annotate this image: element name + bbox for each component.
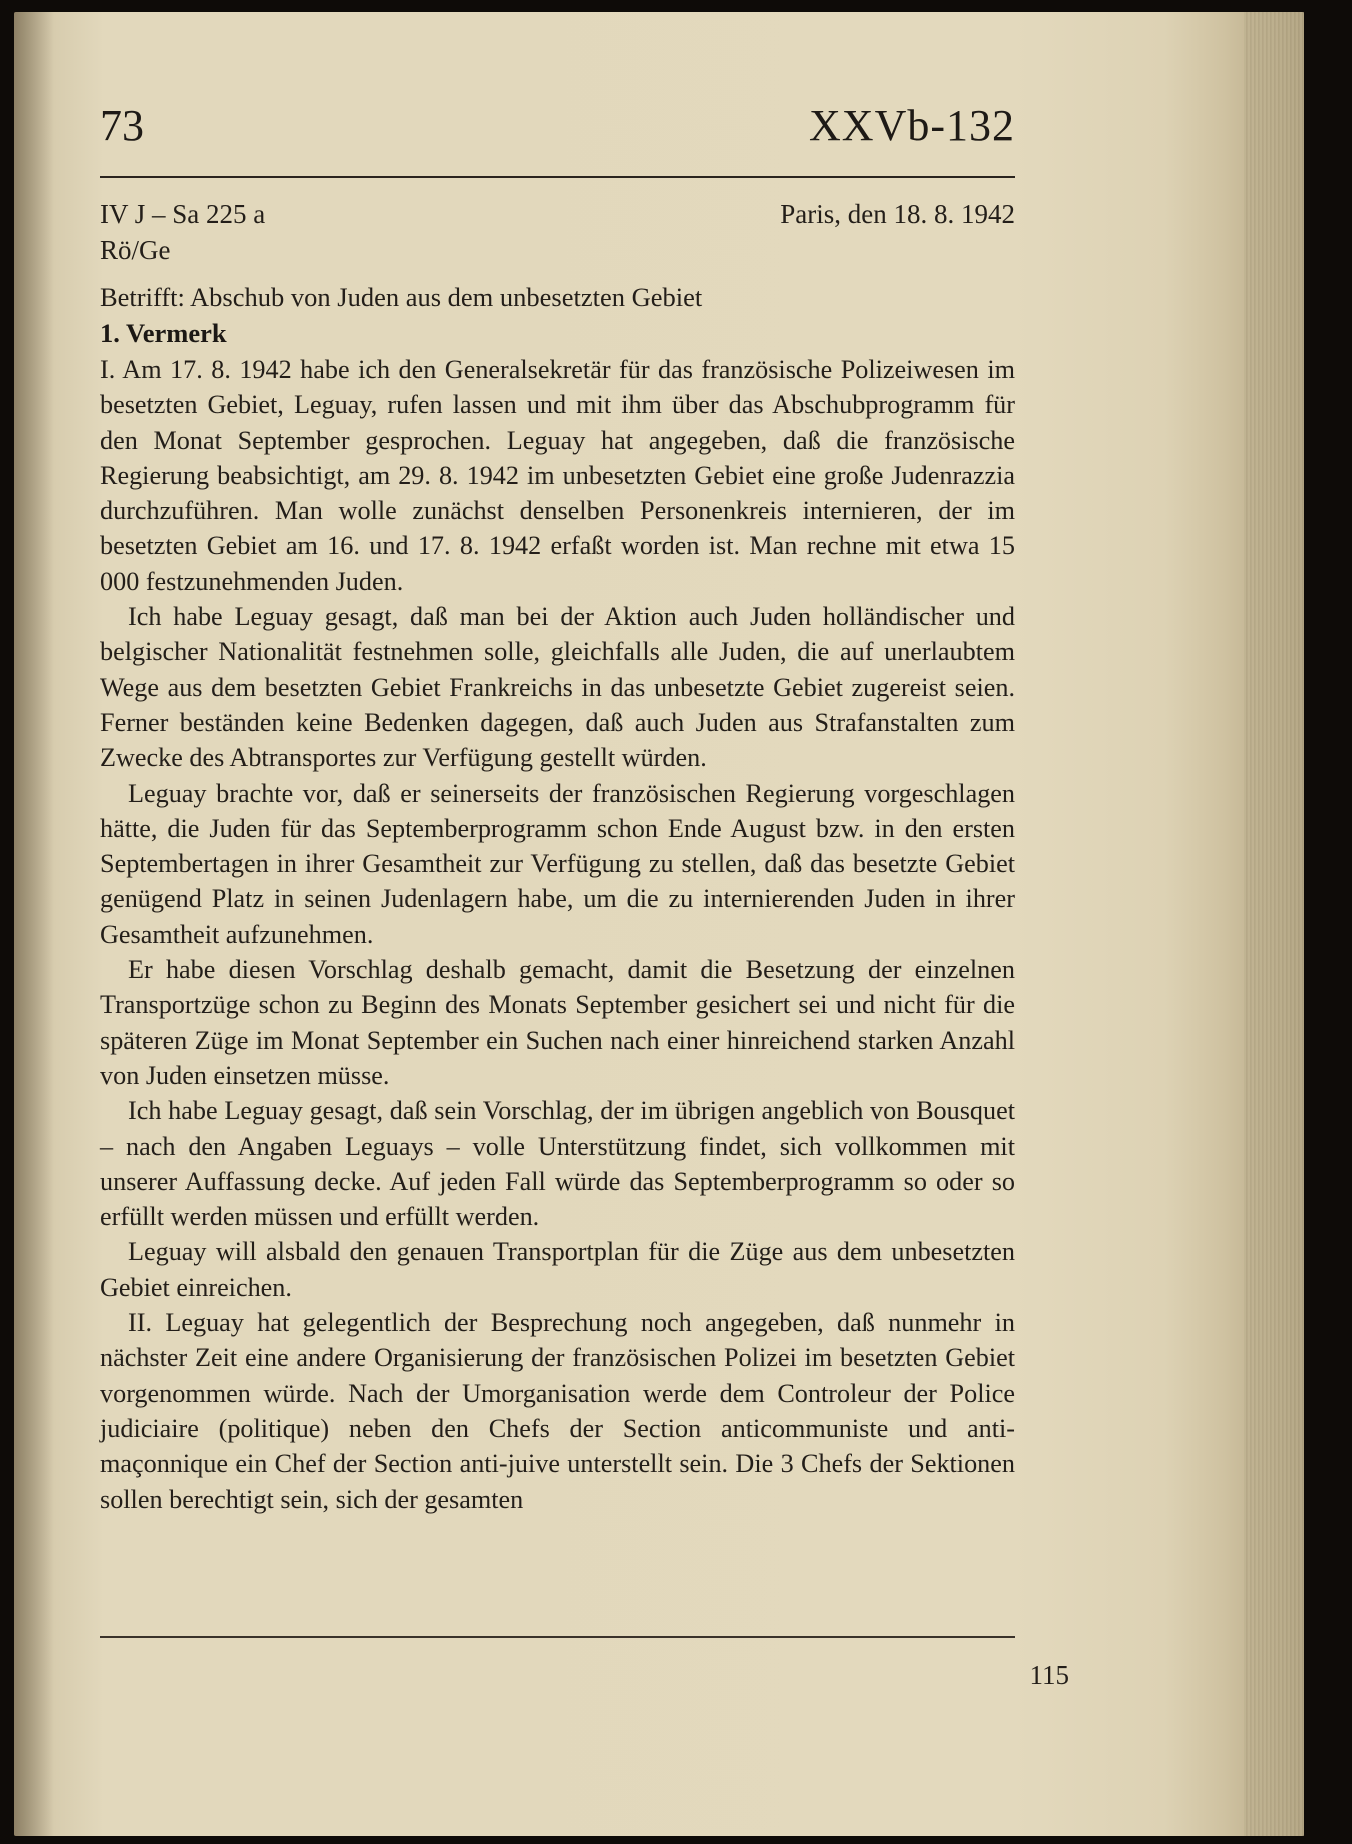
- paragraph: Leguay will alsbald den genauen Transportplan für die Züge aus dem unbesetzten Gebiet einreichen.: [100, 1237, 1015, 1302]
- subject-line: Betrifft: Abschub von Juden aus dem unbesetzten Gebiet: [100, 282, 703, 312]
- file-reference: IV J – Sa 225 a: [100, 199, 266, 229]
- document-number: 73: [100, 101, 144, 150]
- footer-rule: [100, 1636, 1015, 1638]
- gutter-shadow: [14, 12, 54, 1836]
- section-heading: 1. Vermerk: [100, 318, 227, 348]
- paragraph: Ich habe Leguay gesagt, daß man bei der Aktion auch Juden holländischer und belgischer Nationalität festnehmen solle, gleichfalls alle Juden, die auf unerlaubtem Wege aus dem besetzten Gebiet Frankreichs in das unbesetzte Gebiet zugereist seien. Ferner beständen keine Bedenken dagegen, daß auch Juden aus Strafanstalten zum Zwecke des Abtransportes zur Verfügung gestellt würden.: [100, 602, 1015, 773]
- header-rule: [100, 176, 1015, 178]
- running-header: [100, 100, 1015, 160]
- paragraph: Ich habe Leguay gesagt, daß sein Vorschlag, der im übrigen angeblich von Bousquet – nach den Angaben Leguays – volle Unterstützung findet, sich vollkommen mit unserer Auffassung decke. Auf jeden Fall würde das Septemberprogramm so oder so erfüllt werden müssen und erfüllt werden.: [100, 1096, 1015, 1232]
- paragraph: I. Am 17. 8. 1942 habe ich den Generalsekretär für das französische Polizeiwesen im besetzten Gebiet, Leguay, rufen lassen und mit ihm über das Abschubprogramm für den Monat September gesprochen. Leguay hat angegeben, daß die französische Regierung beabsichtigt, am 29. 8. 1942 im unbesetzten Gebiet eine große Judenrazzia durchzuführen. Man wolle zunächst denselben Personenkreis internieren, der im besetzten Gebiet am 16. und 17. 8. 1942 erfaßt worden ist. Man rechne mit etwa 15 000 festzunehmenden Juden.: [100, 355, 1015, 596]
- paragraph: Leguay brachte vor, daß er seinerseits der französischen Regierung vorgeschlagen hätte, die Juden für das Septemberprogramm schon Ende August bzw. in den ersten Septembertagen in ihrer Gesamtheit zur Verfügung zu stellen, daß das besetzte Gebiet genügend Platz in seinen Judenlagern habe, um die zu internierenden Juden in ihrer Gesamtheit aufzunehmen.: [100, 778, 1015, 949]
- archive-reference: XXVb-132: [809, 101, 1015, 150]
- paragraph: Er habe diesen Vorschlag deshalb gemacht, damit die Besetzung der einzelnen Transportzüge schon zu Beginn des Monats September gesichert sei und nicht für die späteren Züge im Monat September ein Suchen nach einer hinreichend starken Anzahl von Juden einsetzen müsse.: [100, 955, 1015, 1090]
- author-initials: Rö/Ge: [100, 235, 171, 265]
- page-number: 115: [1029, 1660, 1069, 1690]
- body-text: [100, 352, 1015, 1517]
- page-edges: [1244, 12, 1304, 1836]
- paragraph: II. Leguay hat gelegentlich der Besprechung noch angegeben, daß nunmehr in nächster Zeit eine andere Organisierung der französischen Polizei im besetzten Gebiet vorgenommen würde. Nach der Umorganisation werde dem Controleur der Police judiciaire (politique) neben den Chefs der Section anticommuniste und anti-maçonnique ein Chef der Section anti-juive unterstellt sein. Die 3 Chefs der Sektionen sollen berechtigt sein, sich der gesamten: [100, 1308, 1015, 1514]
- place-date: Paris, den 18. 8. 1942: [780, 199, 1015, 229]
